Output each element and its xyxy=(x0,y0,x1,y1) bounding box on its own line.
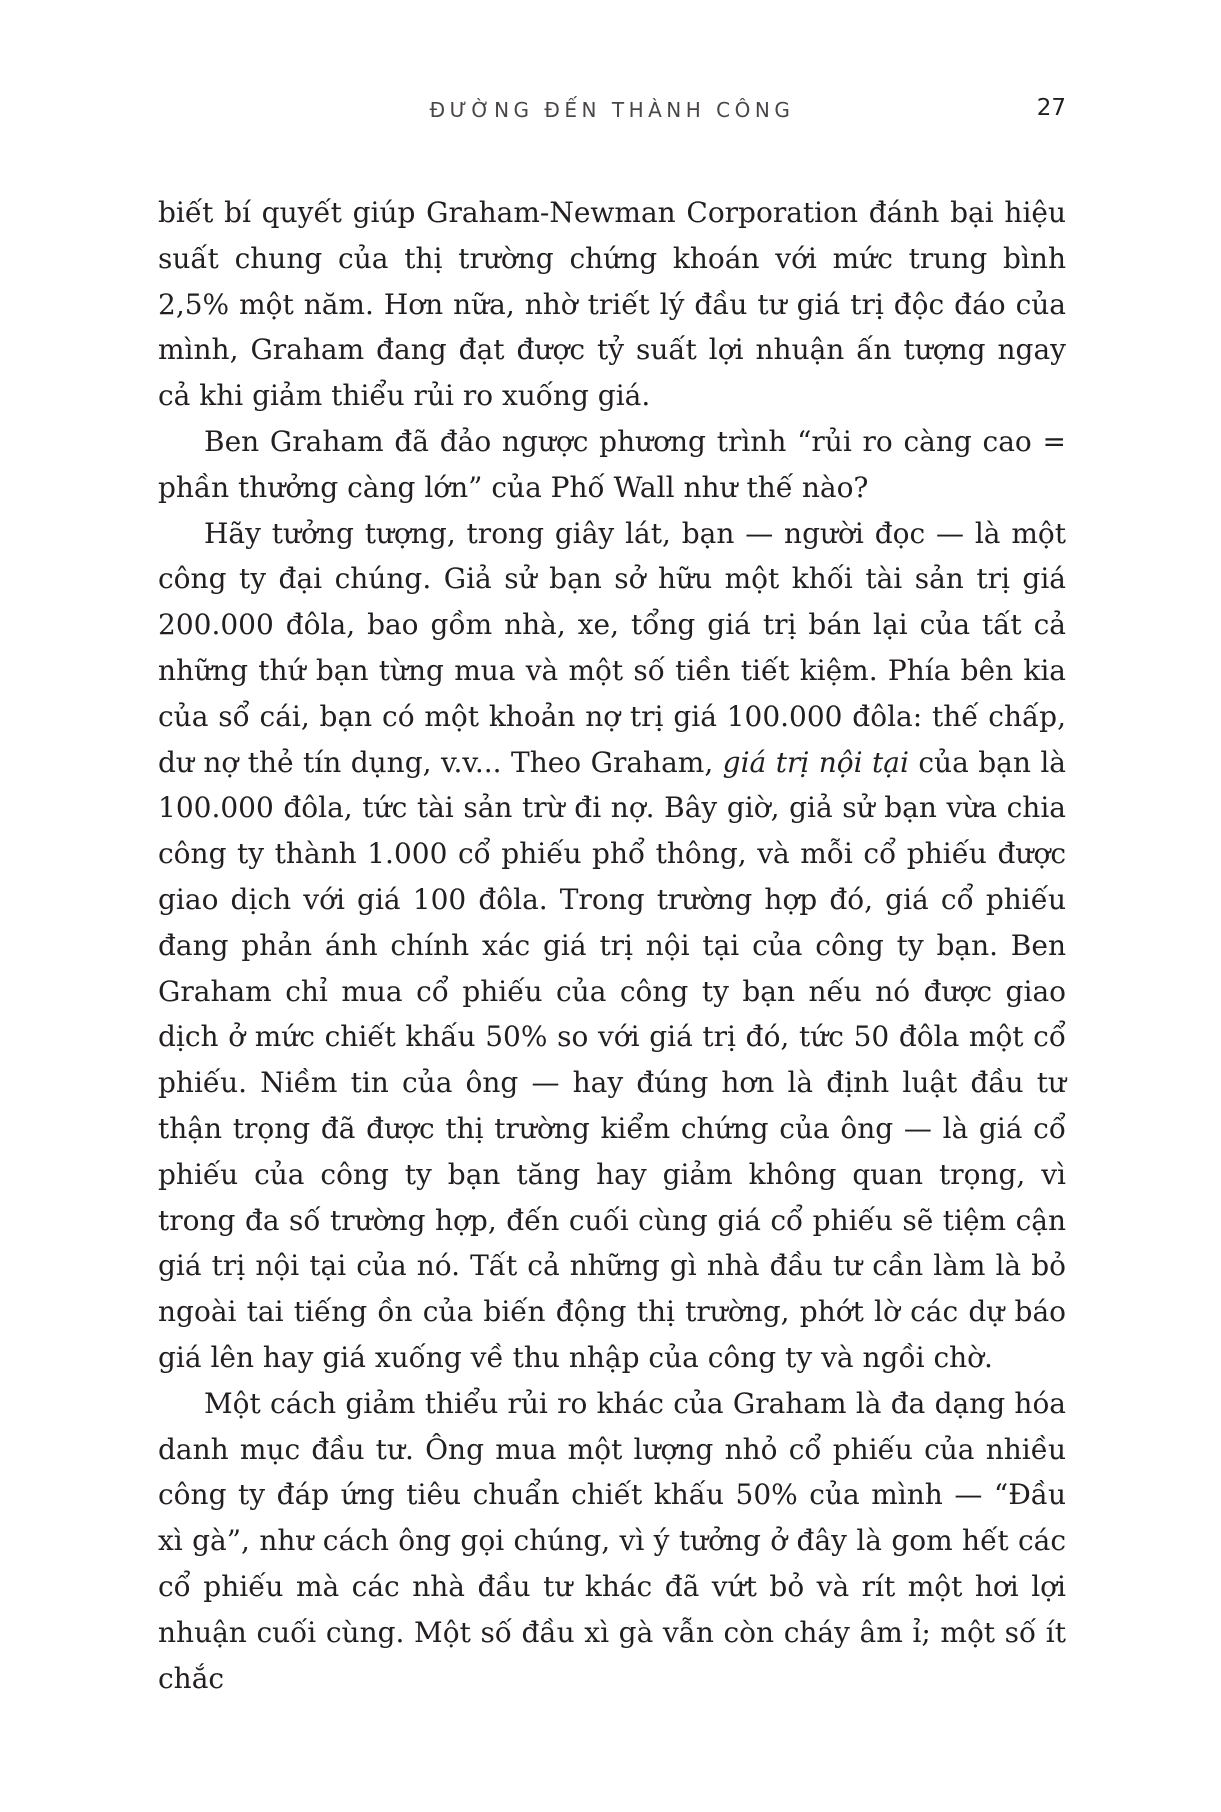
italic-term-intrinsic-value: giá trị nội tại xyxy=(722,745,909,779)
page-number: 27 xyxy=(1036,95,1066,121)
paragraph-text-after-italic: của bạn là 100.000 đôla, tức tài sản trừ đi nợ. Bây giờ, giả sử bạn vừa chia công ty thành 1.000 cổ phiếu phổ thông, và mỗi cổ phiếu được giao dịch với giá 100 đôla. Trong trường hợp đó, giá cổ phiếu đang phản ánh chính xác giá trị nội tại của công ty bạn. Ben Graham chỉ mua cổ phiếu của công ty bạn nếu nó được giao dịch ở mức chiết khấu 50% so với giá trị đó, tức 50 đôla một cổ phiếu. Niềm tin của ông — hay đúng hơn là định luật đầu tư thận trọng đã được thị trường kiểm chứng của ông — là giá cổ phiếu của công ty bạn tăng hay giảm không quan trọng, vì trong đa số trường hợp, đến cuối cùng giá cổ phiếu sẽ tiệm cận giá trị nội tại của nó. Tất cả những gì nhà đầu tư cần làm là bỏ ngoài tai tiếng ồn của biến động thị trường, phớt lờ các dự báo giá lên hay giá xuống về thu nhập của công ty và ngồi chờ. xyxy=(158,745,1066,1374)
paragraph-diversification: Một cách giảm thiểu rủi ro khác của Graham là đa dạng hóa danh mục đầu tư. Ông mua một lượng nhỏ cổ phiếu của nhiều công ty đáp ứng tiêu chuẩn chiết khấu 50% của mình — “Đầu xì gà”, như cách ông gọi chúng, vì ý tưởng ở đây là gom hết các cổ phiếu mà các nhà đầu tư khác đã vứt bỏ và rít một hơi lợi nhuận cuối cùng. Một số đầu xì gà vẫn còn cháy âm ỉ; một số ít chắc xyxy=(158,1386,1066,1695)
paragraph-continued: biết bí quyết giúp Graham-Newman Corporation đánh bại hiệu suất chung của thị trường chứng khoán với mức trung bình 2,5% một năm. Hơn nữa, nhờ triết lý đầu tư giá trị độc đáo của mình, Graham đang đạt được tỷ suất lợi nhuận ấn tượng ngay cả khi giảm thiểu rủi ro xuống giá. xyxy=(158,196,1066,413)
paragraph-question: Ben Graham đã đảo ngược phương trình “rủi ro càng cao = phần thưởng càng lớn” của Phố Wall như thế nào? xyxy=(158,424,1066,504)
running-header xyxy=(158,96,1066,126)
paragraph-text-before-italic: Hãy tưởng tượng, trong giây lát, bạn — người đọc — là một công ty đại chúng. Giả sử bạn sở hữu một khối tài sản trị giá 200.000 đôla, bao gồm nhà, xe, tổng giá trị bán lại của tất cả những thứ bạn từng mua và một số tiền tiết kiệm. Phía bên kia của sổ cái, bạn có một khoản nợ trị giá 100.000 đôla: thế chấp, dư nợ thẻ tín dụng, v.v... Theo Graham, xyxy=(158,516,1066,779)
body-text xyxy=(158,190,1066,1701)
paragraph-intrinsic-value xyxy=(158,511,1066,1381)
running-title: ĐƯỜNG ĐẾN THÀNH CÔNG xyxy=(429,98,795,122)
